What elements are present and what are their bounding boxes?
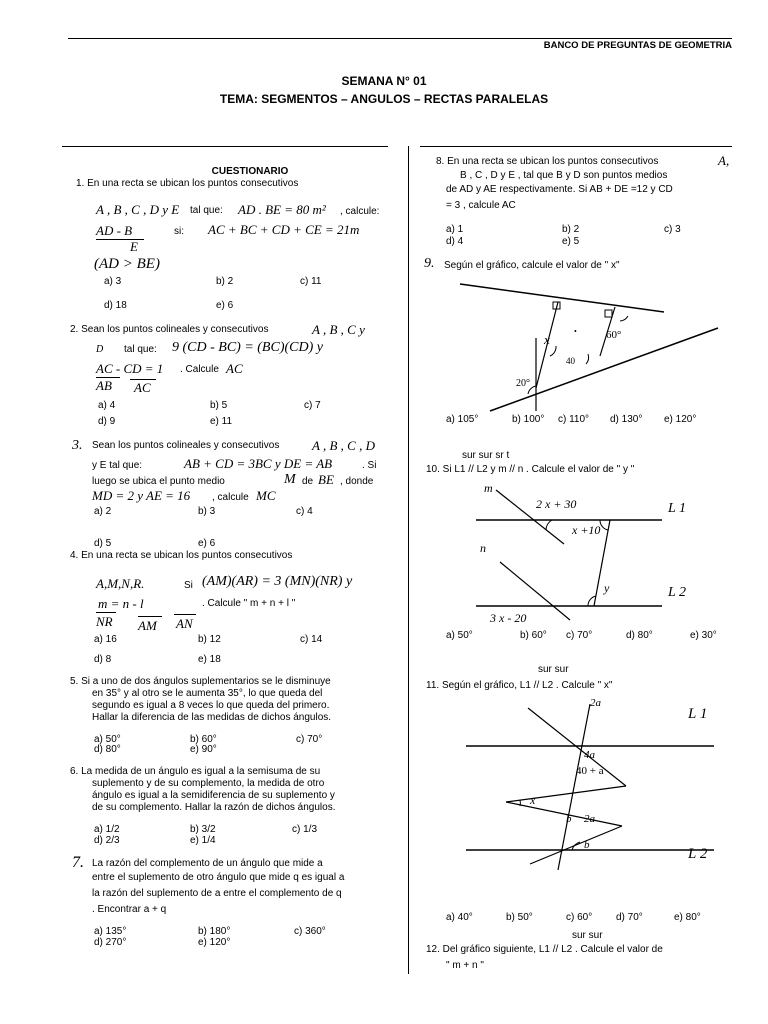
q2-calc: . Calcule bbox=[180, 364, 219, 375]
q1-product: AD . BE = 80 m² bbox=[238, 202, 326, 217]
q8-option-d[interactable]: d) 4 bbox=[446, 236, 464, 247]
section-rule-left bbox=[62, 146, 388, 147]
q9-arc-x bbox=[550, 346, 556, 356]
column-divider bbox=[408, 146, 409, 974]
q6-option-e[interactable]: e) 1/4 bbox=[190, 835, 216, 846]
q3-option-b[interactable]: b) 3 bbox=[198, 506, 216, 517]
q12-line2: " m + n " bbox=[446, 960, 484, 971]
q6-option-b[interactable]: b) 3/2 bbox=[190, 824, 216, 835]
q7-option-a[interactable]: a) 135° bbox=[94, 926, 127, 937]
q1-option-b[interactable]: b) 2 bbox=[216, 276, 234, 287]
q9-text: Según el gráfico, calcule el valor de " x" bbox=[444, 260, 620, 271]
q2-den1: AB bbox=[96, 378, 112, 393]
q3-line3: luego se ubica el punto medio bbox=[92, 476, 225, 487]
q4-option-e[interactable]: e) 18 bbox=[198, 654, 221, 665]
bank-title: BANCO DE PREGUNTAS DE GEOMETRIA bbox=[543, 40, 732, 51]
q7-line4: . Encontrar a + q bbox=[92, 904, 167, 915]
q1-text: 1. En una recta se ubican los puntos consecutivos bbox=[76, 178, 299, 189]
q4-line1: 4. En una recta se ubican los puntos consecutivos bbox=[70, 550, 293, 561]
q9-num: 9. bbox=[424, 256, 435, 271]
q9-arc-40 bbox=[586, 354, 589, 364]
q2-option-e[interactable]: e) 11 bbox=[210, 416, 233, 427]
q7-line2: entre el suplemento de otro ángulo que mide q es igual a bbox=[92, 872, 345, 883]
section-rule-right bbox=[420, 146, 732, 147]
q10-arc1 bbox=[546, 520, 552, 530]
q9-right-angle-2 bbox=[605, 310, 612, 317]
q11-label-2a: 2a bbox=[590, 697, 601, 709]
q2-option-b[interactable]: b) 5 bbox=[210, 400, 228, 411]
q10-option-e[interactable]: e) 30° bbox=[690, 630, 717, 641]
q10-label-L2: L 2 bbox=[668, 585, 687, 600]
q8-line4: = 3 , calcule AC bbox=[446, 200, 516, 211]
q7-num: 7. bbox=[72, 854, 84, 871]
q10-arc2 bbox=[600, 520, 608, 530]
q11-label-b-lower: b bbox=[584, 839, 590, 851]
q1-option-e[interactable]: e) 6 bbox=[216, 300, 234, 311]
q9-option-e[interactable]: e) 120° bbox=[664, 414, 697, 425]
q6-option-a[interactable]: a) 1/2 bbox=[94, 824, 120, 835]
q6-option-c[interactable]: c) 1/3 bbox=[292, 824, 318, 835]
q11-figure bbox=[440, 694, 720, 870]
q11-label-b: b bbox=[566, 813, 572, 825]
q4-bar1 bbox=[96, 612, 116, 613]
q8-option-c[interactable]: c) 3 bbox=[664, 224, 681, 235]
q6-option-d[interactable]: d) 2/3 bbox=[94, 835, 120, 846]
q1-si: si: bbox=[174, 226, 184, 237]
q4-option-a[interactable]: a) 16 bbox=[94, 634, 117, 645]
q11-label-L1: L 1 bbox=[688, 706, 708, 722]
q3-m: M bbox=[284, 472, 296, 487]
q3-line2b: . Si bbox=[362, 460, 377, 471]
q3-option-a[interactable]: a) 2 bbox=[94, 506, 112, 517]
q9-top-line bbox=[460, 284, 664, 312]
q7-option-e[interactable]: e) 120° bbox=[198, 937, 231, 948]
q4-points: A,M,N,R. bbox=[96, 576, 145, 591]
q2-line1: 2. Sean los puntos colineales y consecutivos bbox=[70, 324, 269, 335]
q3-option-c[interactable]: c) 4 bbox=[296, 506, 313, 517]
q11-label-2a-lower: 2a bbox=[584, 813, 595, 825]
q11-label-L2: L 2 bbox=[688, 846, 708, 862]
q4-den3: AN bbox=[176, 616, 193, 631]
q1-points: A , B , C , D y E bbox=[96, 202, 180, 217]
q11-option-b[interactable]: b) 50° bbox=[506, 912, 533, 923]
q5-option-d[interactable]: d) 80° bbox=[94, 744, 121, 755]
q3-points: A , B , C , D bbox=[312, 438, 375, 453]
q11-over: sur sur bbox=[538, 664, 569, 675]
q11-option-e[interactable]: e) 80° bbox=[674, 912, 701, 923]
q9-label-x: x bbox=[544, 332, 550, 347]
q5-option-e[interactable]: e) 90° bbox=[190, 744, 217, 755]
q3-de: de bbox=[302, 476, 314, 487]
q8-option-e[interactable]: e) 5 bbox=[562, 236, 580, 247]
q6-line2: suplemento y de su complemento, la medida de otro bbox=[92, 778, 325, 789]
q5-option-b[interactable]: b) 60° bbox=[190, 734, 217, 745]
q3-line2a: y E tal que: bbox=[92, 460, 143, 471]
q3-mc: MC bbox=[256, 488, 276, 503]
q10-option-b[interactable]: b) 60° bbox=[520, 630, 547, 641]
q2-fraction: AC - CD = 1 bbox=[96, 361, 164, 376]
q3-donde: , donde bbox=[340, 476, 374, 487]
q4-option-d[interactable]: d) 8 bbox=[94, 654, 112, 665]
q4-calc: . Calcule " m + n + l " bbox=[202, 598, 296, 609]
q9-bottom-line bbox=[490, 328, 718, 411]
q2-option-c[interactable]: c) 7 bbox=[304, 400, 321, 411]
q8-option-b[interactable]: b) 2 bbox=[562, 224, 580, 235]
q9-label-60: 60° bbox=[606, 329, 622, 341]
q9-figure bbox=[440, 276, 720, 416]
q4-si: Si bbox=[184, 580, 193, 591]
q5-line3: segundo es igual a 8 veces lo que queda del primero. bbox=[92, 700, 330, 711]
q3-num: 3. bbox=[72, 438, 83, 453]
q3-line1: Sean los puntos colineales y consecutivos bbox=[92, 440, 280, 451]
q5-option-c[interactable]: c) 70° bbox=[296, 734, 323, 745]
q10-label-L1: L 1 bbox=[668, 501, 687, 516]
q10-label-n: n bbox=[480, 541, 486, 555]
q11-option-d[interactable]: d) 70° bbox=[616, 912, 643, 923]
q5-line1: 5. Si a uno de dos ángulos suplementarios se le disminuye bbox=[70, 676, 331, 687]
q10-option-d[interactable]: d) 80° bbox=[626, 630, 653, 641]
q10-label-e2: x +10 bbox=[572, 523, 601, 537]
q2-d: D bbox=[96, 344, 104, 355]
q10-label-y: y bbox=[604, 581, 610, 595]
q9-label-dot: • bbox=[574, 327, 577, 336]
q7-option-b[interactable]: b) 180° bbox=[198, 926, 231, 937]
q7-line1: La razón del complemento de un ángulo que mide a bbox=[92, 858, 323, 869]
q6-line3: ángulo es igual a la semidiferencia de su suplemento y bbox=[92, 790, 335, 801]
q3-option-e[interactable]: e) 6 bbox=[198, 538, 216, 549]
q4-option-c[interactable]: c) 14 bbox=[300, 634, 323, 645]
q11-zig1 bbox=[506, 786, 626, 802]
q10-label-e1: 2 x + 30 bbox=[536, 497, 577, 511]
q12-line1: 12. Del gráfico siguiente, L1 // L2 . Calcule el valor de bbox=[426, 944, 663, 955]
q11-zig3 bbox=[530, 826, 622, 864]
q2-den2: AC bbox=[134, 380, 151, 395]
q9-option-c[interactable]: c) 110° bbox=[558, 414, 590, 425]
q5-option-a[interactable]: a) 50° bbox=[94, 734, 121, 745]
q2-ac: AC bbox=[226, 361, 243, 376]
q11-text: 11. Según el gráfico, L1 // L2 . Calcule " x" bbox=[426, 680, 613, 691]
q10-label-e3: 3 x - 20 bbox=[490, 611, 527, 625]
q3-eq2: MD = 2 y AE = 16 bbox=[92, 488, 191, 503]
q11-label-4a: 4a bbox=[584, 749, 595, 761]
q5-line2: en 35° y al otro se le aumenta 35°, lo que queda del bbox=[92, 688, 323, 699]
q10-option-c[interactable]: c) 70° bbox=[566, 630, 593, 641]
q12-over: sur sur bbox=[572, 930, 603, 941]
q9-label-20: 20° bbox=[516, 378, 530, 389]
q1-sum: AC + BC + CD + CE = 21m bbox=[208, 222, 360, 237]
q8-a: A, bbox=[718, 153, 730, 168]
q3-be: BE bbox=[318, 472, 334, 487]
q10-option-a[interactable]: a) 50° bbox=[446, 630, 473, 641]
topic-title: TEMA: SEGMENTOS – ANGULOS – RECTAS PARALELAS bbox=[219, 92, 549, 106]
q2-tal: tal que: bbox=[124, 344, 157, 355]
q4-bar3 bbox=[174, 614, 196, 615]
q9-option-a[interactable]: a) 105° bbox=[446, 414, 479, 425]
q2-points: A , B , C y bbox=[312, 322, 365, 337]
q2-option-d[interactable]: d) 9 bbox=[98, 416, 116, 427]
q8-line2: B , C , D y E , tal que B y D son puntos medios bbox=[460, 170, 668, 181]
q8-line1: 8. En una recta se ubican los puntos consecutivos bbox=[436, 156, 659, 167]
q1-calc: , calcule: bbox=[340, 206, 380, 217]
q11-label-x: x bbox=[530, 793, 536, 807]
q10-label-m: m bbox=[484, 481, 493, 495]
q9-arc-60 bbox=[620, 316, 628, 321]
q2-option-a[interactable]: a) 4 bbox=[98, 400, 116, 411]
q1-condition: (AD > BE) bbox=[94, 256, 160, 272]
q10-over: sur sur sr t bbox=[462, 450, 510, 461]
q10-text: 10. Si L1 // L2 y m // n . Calcule el valor de " y " bbox=[426, 464, 635, 475]
q6-line1: 6. La medida de un ángulo es igual a la semisuma de su bbox=[70, 766, 321, 777]
week-title: SEMANA N° 01 bbox=[341, 74, 427, 88]
q3-eq: AB + CD = 3BC y DE = AB bbox=[184, 456, 333, 471]
q7-line3: la razón del suplemento de a entre el complemento de q bbox=[92, 888, 342, 899]
q8-line3: de AD y AE respectivamente. Si AB + DE =12 y CD bbox=[446, 184, 673, 195]
q8-option-a[interactable]: a) 1 bbox=[446, 224, 464, 235]
q11-option-c[interactable]: c) 60° bbox=[566, 912, 593, 923]
q9-label-40: 40 bbox=[566, 356, 575, 366]
q1-fraction-den: E bbox=[130, 239, 138, 254]
q1-option-a[interactable]: a) 3 bbox=[104, 276, 122, 287]
q4-den2: AM bbox=[138, 618, 157, 633]
q4-eq: (AM)(AR) = 3 (MN)(NR) y bbox=[202, 574, 353, 589]
top-rule bbox=[68, 38, 732, 39]
q3-calc: , calcule bbox=[212, 492, 249, 503]
q5-line4: Hallar la diferencia de las medidas de dichos ángulos. bbox=[92, 712, 332, 723]
q9-option-d[interactable]: d) 130° bbox=[610, 414, 643, 425]
q4-den1: NR bbox=[96, 614, 113, 629]
q4-bar2 bbox=[138, 616, 162, 617]
questionnaire-title: CUESTIONARIO bbox=[211, 166, 289, 177]
q2-equation: 9 (CD - BC) = (BC)(CD) y bbox=[172, 340, 323, 355]
q7-option-c[interactable]: c) 360° bbox=[294, 926, 326, 937]
q1-such-that: tal que: bbox=[190, 205, 223, 216]
q4-fraction: m = n - l bbox=[98, 596, 144, 611]
q9-option-b[interactable]: b) 100° bbox=[512, 414, 545, 425]
q3-option-d[interactable]: d) 5 bbox=[94, 538, 112, 549]
q4-option-b[interactable]: b) 12 bbox=[198, 634, 221, 645]
q6-line4: de su complemento. Hallar la razón de dichos ángulos. bbox=[92, 802, 336, 813]
q1-fraction: AD - B bbox=[96, 223, 133, 238]
q1-option-c[interactable]: c) 11 bbox=[300, 276, 322, 287]
q11-zig2 bbox=[506, 802, 622, 826]
q11-option-a[interactable]: a) 40° bbox=[446, 912, 473, 923]
q10-figure bbox=[440, 480, 720, 630]
q11-label-40a: 40 + a bbox=[576, 765, 604, 777]
q7-option-d[interactable]: d) 270° bbox=[94, 937, 127, 948]
q1-option-d[interactable]: d) 18 bbox=[104, 300, 127, 311]
